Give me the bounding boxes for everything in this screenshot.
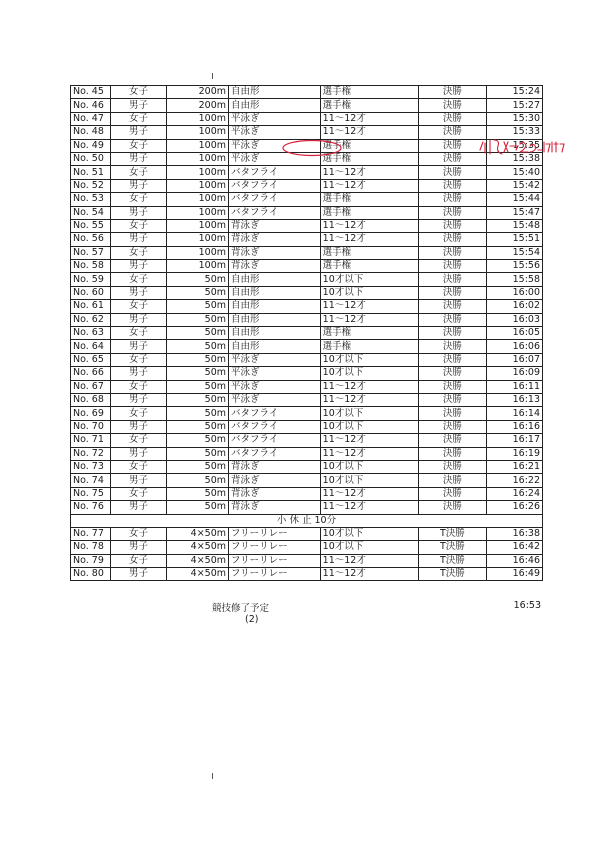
stroke-cell: 平泳ぎ: [229, 139, 321, 152]
distance-cell: 100m: [166, 233, 228, 246]
table-row: [71, 300, 543, 313]
category-cell: 選手権: [320, 260, 418, 273]
distance-cell: 50m: [166, 313, 228, 326]
category-cell: 選手権: [320, 86, 418, 99]
category-cell: 10才以下: [320, 353, 418, 366]
category-cell: 10才以下: [320, 474, 418, 487]
round-cell: 決勝: [418, 233, 486, 246]
category-cell: 11～12才: [320, 233, 418, 246]
break-label: 小 休 止 10分: [71, 514, 543, 527]
event-number-cell: No. 49: [71, 139, 111, 152]
stroke-cell: 自由形: [229, 86, 321, 99]
distance-cell: 50m: [166, 380, 228, 393]
distance-cell: 100m: [166, 246, 228, 259]
round-cell: 決勝: [418, 420, 486, 433]
stroke-cell: 背泳ぎ: [229, 246, 321, 259]
category-cell: 11～12才: [320, 179, 418, 192]
gender-cell: 女子: [111, 166, 167, 179]
round-cell: 決勝: [418, 166, 486, 179]
start-time-cell: 15:24: [487, 86, 543, 99]
gender-cell: 男子: [111, 340, 167, 353]
gender-cell: 男子: [111, 152, 167, 165]
start-time-cell: 16:00: [487, 286, 543, 299]
round-cell: 決勝: [418, 193, 486, 206]
event-number-cell: No. 80: [71, 568, 111, 581]
distance-cell: 100m: [166, 152, 228, 165]
gender-cell: 男子: [111, 179, 167, 192]
round-cell: 決勝: [418, 273, 486, 286]
table-row: [71, 568, 543, 581]
stroke-cell: 自由形: [229, 340, 321, 353]
round-cell: 決勝: [418, 447, 486, 460]
start-time-cell: 16:49: [487, 568, 543, 581]
event-number-cell: No. 57: [71, 246, 111, 259]
table-row: [71, 166, 543, 179]
round-cell: 決勝: [418, 152, 486, 165]
event-number-cell: No. 50: [71, 152, 111, 165]
gender-cell: 男子: [111, 126, 167, 139]
event-number-cell: No. 48: [71, 126, 111, 139]
stroke-cell: 背泳ぎ: [229, 260, 321, 273]
category-cell: 選手権: [320, 327, 418, 340]
round-cell: 決勝: [418, 393, 486, 406]
distance-cell: 100m: [166, 193, 228, 206]
table-row: [71, 447, 543, 460]
table-row: [71, 246, 543, 259]
event-number-cell: No. 70: [71, 420, 111, 433]
table-row: [71, 99, 543, 112]
gender-cell: 女子: [111, 380, 167, 393]
start-time-cell: 16:46: [487, 554, 543, 567]
category-cell: 選手権: [320, 340, 418, 353]
gender-cell: 男子: [111, 474, 167, 487]
start-time-cell: 16:16: [487, 420, 543, 433]
category-cell: 11～12才: [320, 487, 418, 500]
round-cell: 決勝: [418, 474, 486, 487]
stroke-cell: 平泳ぎ: [229, 126, 321, 139]
category-cell: 10才以下: [320, 286, 418, 299]
gender-cell: 男子: [111, 541, 167, 554]
start-time-cell: 16:22: [487, 474, 543, 487]
start-time-cell: 16:21: [487, 460, 543, 473]
event-number-cell: No. 62: [71, 313, 111, 326]
end-label: 競技修了予定: [212, 603, 270, 614]
round-cell: T決勝: [418, 554, 486, 567]
category-cell: 選手権: [320, 139, 418, 152]
category-cell: 11～12才: [320, 313, 418, 326]
start-time-cell: 16:26: [487, 501, 543, 514]
gender-cell: 女子: [111, 353, 167, 366]
gender-cell: 男子: [111, 393, 167, 406]
start-time-cell: 16:11: [487, 380, 543, 393]
table-row: [71, 487, 543, 500]
gender-cell: 女子: [111, 554, 167, 567]
category-cell: 10才以下: [320, 420, 418, 433]
table-row: [71, 541, 543, 554]
round-cell: 決勝: [418, 501, 486, 514]
start-time-cell: 15:40: [487, 166, 543, 179]
round-cell: T決勝: [418, 541, 486, 554]
gender-cell: 男子: [111, 233, 167, 246]
start-time-cell: 15:42: [487, 179, 543, 192]
start-time-cell: 16:24: [487, 487, 543, 500]
event-number-cell: No. 58: [71, 260, 111, 273]
stroke-cell: 自由形: [229, 273, 321, 286]
start-time-cell: 15:58: [487, 273, 543, 286]
stroke-cell: 背泳ぎ: [229, 460, 321, 473]
category-cell: 11～12才: [320, 568, 418, 581]
distance-cell: 100m: [166, 219, 228, 232]
table-row: [71, 126, 543, 139]
category-cell: 11～12才: [320, 300, 418, 313]
start-time-cell: 16:06: [487, 340, 543, 353]
distance-cell: 50m: [166, 353, 228, 366]
gender-cell: 女子: [111, 112, 167, 125]
category-cell: 10才以下: [320, 407, 418, 420]
round-cell: 決勝: [418, 246, 486, 259]
round-cell: 決勝: [418, 327, 486, 340]
table-row: [71, 420, 543, 433]
table-row: [71, 286, 543, 299]
category-cell: 10才以下: [320, 527, 418, 540]
page-number: (2): [245, 614, 259, 625]
gender-cell: 女子: [111, 273, 167, 286]
table-row: [71, 554, 543, 567]
event-number-cell: No. 46: [71, 99, 111, 112]
event-number-cell: No. 51: [71, 166, 111, 179]
start-time-cell: 15:30: [487, 112, 543, 125]
distance-cell: 50m: [166, 460, 228, 473]
start-time-cell: 16:42: [487, 541, 543, 554]
start-time-cell: 15:47: [487, 206, 543, 219]
round-cell: T決勝: [418, 527, 486, 540]
round-cell: 決勝: [418, 434, 486, 447]
stroke-cell: バタフライ: [229, 179, 321, 192]
table-row: [71, 327, 543, 340]
stroke-cell: 背泳ぎ: [229, 501, 321, 514]
event-number-cell: No. 55: [71, 219, 111, 232]
distance-cell: 50m: [166, 286, 228, 299]
category-cell: 11～12才: [320, 126, 418, 139]
distance-cell: 50m: [166, 474, 228, 487]
distance-cell: 50m: [166, 501, 228, 514]
category-cell: 11～12才: [320, 112, 418, 125]
stroke-cell: フリーリレー: [229, 527, 321, 540]
table-row: [71, 86, 543, 99]
event-number-cell: No. 66: [71, 367, 111, 380]
event-number-cell: No. 73: [71, 460, 111, 473]
round-cell: 決勝: [418, 99, 486, 112]
event-number-cell: No. 47: [71, 112, 111, 125]
gender-cell: 男子: [111, 501, 167, 514]
distance-cell: 50m: [166, 327, 228, 340]
gender-cell: 女子: [111, 487, 167, 500]
gender-cell: 男子: [111, 99, 167, 112]
event-number-cell: No. 56: [71, 233, 111, 246]
event-number-cell: No. 61: [71, 300, 111, 313]
category-cell: 選手権: [320, 193, 418, 206]
start-time-cell: 15:48: [487, 219, 543, 232]
stroke-cell: 平泳ぎ: [229, 367, 321, 380]
table-row: [71, 219, 543, 232]
start-time-cell: 15:33: [487, 126, 543, 139]
gender-cell: 男子: [111, 260, 167, 273]
start-time-cell: 16:05: [487, 327, 543, 340]
start-time-cell: 15:38: [487, 152, 543, 165]
gender-cell: 男子: [111, 206, 167, 219]
stroke-cell: 背泳ぎ: [229, 487, 321, 500]
gender-cell: 女子: [111, 300, 167, 313]
stroke-cell: バタフライ: [229, 434, 321, 447]
gender-cell: 女子: [111, 327, 167, 340]
schedule-table: [70, 85, 543, 581]
event-number-cell: No. 72: [71, 447, 111, 460]
stroke-cell: 平泳ぎ: [229, 353, 321, 366]
stroke-cell: フリーリレー: [229, 541, 321, 554]
schedule-sheet: [70, 85, 543, 581]
distance-cell: 50m: [166, 420, 228, 433]
scan-mark: [212, 73, 213, 79]
stroke-cell: 自由形: [229, 286, 321, 299]
table-row: [71, 367, 543, 380]
start-time-cell: 15:27: [487, 99, 543, 112]
category-cell: 10才以下: [320, 273, 418, 286]
gender-cell: 女子: [111, 139, 167, 152]
distance-cell: 50m: [166, 434, 228, 447]
round-cell: 決勝: [418, 126, 486, 139]
gender-cell: 男子: [111, 447, 167, 460]
stroke-cell: 背泳ぎ: [229, 474, 321, 487]
start-time-cell: 16:03: [487, 313, 543, 326]
gender-cell: 女子: [111, 246, 167, 259]
category-cell: 選手権: [320, 152, 418, 165]
event-number-cell: No. 79: [71, 554, 111, 567]
gender-cell: 男子: [111, 420, 167, 433]
round-cell: 決勝: [418, 139, 486, 152]
start-time-cell: 16:07: [487, 353, 543, 366]
table-row: [71, 313, 543, 326]
event-number-cell: No. 71: [71, 434, 111, 447]
table-row: [71, 380, 543, 393]
stroke-cell: 自由形: [229, 99, 321, 112]
event-number-cell: No. 67: [71, 380, 111, 393]
start-time-cell: 16:17: [487, 434, 543, 447]
round-cell: 決勝: [418, 460, 486, 473]
category-cell: 11～12才: [320, 434, 418, 447]
gender-cell: 男子: [111, 286, 167, 299]
event-number-cell: No. 77: [71, 527, 111, 540]
gender-cell: 男子: [111, 367, 167, 380]
round-cell: 決勝: [418, 300, 486, 313]
table-row: [71, 340, 543, 353]
start-time-cell: 16:02: [487, 300, 543, 313]
event-number-cell: No. 75: [71, 487, 111, 500]
distance-cell: 4×50m: [166, 527, 228, 540]
round-cell: 決勝: [418, 206, 486, 219]
stroke-cell: 自由形: [229, 327, 321, 340]
break-row: [71, 514, 543, 527]
round-cell: 決勝: [418, 340, 486, 353]
event-number-cell: No. 76: [71, 501, 111, 514]
table-row: [71, 474, 543, 487]
distance-cell: 4×50m: [166, 568, 228, 581]
table-row: [71, 112, 543, 125]
distance-cell: 200m: [166, 86, 228, 99]
handwritten-circle: [282, 139, 344, 157]
stroke-cell: バタフライ: [229, 407, 321, 420]
category-cell: 11～12才: [320, 554, 418, 567]
distance-cell: 100m: [166, 112, 228, 125]
distance-cell: 50m: [166, 300, 228, 313]
table-row: [71, 193, 543, 206]
stroke-cell: フリーリレー: [229, 554, 321, 567]
stroke-cell: 背泳ぎ: [229, 233, 321, 246]
round-cell: 決勝: [418, 179, 486, 192]
category-cell: 11～12才: [320, 447, 418, 460]
stroke-cell: バタフライ: [229, 420, 321, 433]
start-time-cell: 15:54: [487, 246, 543, 259]
start-time-cell: 16:14: [487, 407, 543, 420]
gender-cell: 女子: [111, 434, 167, 447]
distance-cell: 100m: [166, 166, 228, 179]
distance-cell: 50m: [166, 407, 228, 420]
category-cell: 11～12才: [320, 393, 418, 406]
category-cell: 選手権: [320, 99, 418, 112]
round-cell: 決勝: [418, 487, 486, 500]
stroke-cell: バタフライ: [229, 206, 321, 219]
distance-cell: 50m: [166, 340, 228, 353]
start-time-cell: 16:19: [487, 447, 543, 460]
event-number-cell: No. 78: [71, 541, 111, 554]
event-number-cell: No. 65: [71, 353, 111, 366]
start-time-cell: 16:09: [487, 367, 543, 380]
stroke-cell: 平泳ぎ: [229, 112, 321, 125]
category-cell: 10才以下: [320, 541, 418, 554]
distance-cell: 200m: [166, 99, 228, 112]
distance-cell: 50m: [166, 447, 228, 460]
event-number-cell: No. 74: [71, 474, 111, 487]
start-time-cell: 15:35: [487, 139, 543, 152]
gender-cell: 女子: [111, 527, 167, 540]
round-cell: 決勝: [418, 112, 486, 125]
round-cell: 決勝: [418, 380, 486, 393]
distance-cell: 50m: [166, 393, 228, 406]
start-time-cell: 15:44: [487, 193, 543, 206]
table-row: [71, 233, 543, 246]
distance-cell: 4×50m: [166, 554, 228, 567]
event-number-cell: No. 69: [71, 407, 111, 420]
gender-cell: 男子: [111, 568, 167, 581]
distance-cell: 50m: [166, 367, 228, 380]
round-cell: 決勝: [418, 407, 486, 420]
stroke-cell: 自由形: [229, 313, 321, 326]
table-row: [71, 434, 543, 447]
gender-cell: 女子: [111, 193, 167, 206]
handwritten-note: [478, 132, 568, 162]
distance-cell: 50m: [166, 487, 228, 500]
end-time: 16:53: [513, 600, 541, 611]
start-time-cell: 16:13: [487, 393, 543, 406]
gender-cell: 女子: [111, 460, 167, 473]
table-row: [71, 460, 543, 473]
distance-cell: 50m: [166, 273, 228, 286]
event-number-cell: No. 59: [71, 273, 111, 286]
table-row: [71, 527, 543, 540]
start-time-cell: 15:51: [487, 233, 543, 246]
table-row: [71, 206, 543, 219]
stroke-cell: バタフライ: [229, 447, 321, 460]
distance-cell: 4×50m: [166, 541, 228, 554]
stroke-cell: 平泳ぎ: [229, 152, 321, 165]
round-cell: T決勝: [418, 568, 486, 581]
event-number-cell: No. 54: [71, 206, 111, 219]
table-row: [71, 393, 543, 406]
category-cell: 11～12才: [320, 219, 418, 232]
round-cell: 決勝: [418, 286, 486, 299]
event-number-cell: No. 53: [71, 193, 111, 206]
round-cell: 決勝: [418, 367, 486, 380]
event-number-cell: No. 60: [71, 286, 111, 299]
stroke-cell: バタフライ: [229, 166, 321, 179]
distance-cell: 100m: [166, 139, 228, 152]
round-cell: 決勝: [418, 86, 486, 99]
event-number-cell: No. 52: [71, 179, 111, 192]
round-cell: 決勝: [418, 313, 486, 326]
category-cell: 11～12才: [320, 166, 418, 179]
event-number-cell: No. 63: [71, 327, 111, 340]
gender-cell: 女子: [111, 219, 167, 232]
start-time-cell: 16:38: [487, 527, 543, 540]
stroke-cell: バタフライ: [229, 193, 321, 206]
category-cell: 10才以下: [320, 367, 418, 380]
table-row: [71, 273, 543, 286]
gender-cell: 女子: [111, 407, 167, 420]
round-cell: 決勝: [418, 260, 486, 273]
distance-cell: 100m: [166, 126, 228, 139]
table-row: [71, 260, 543, 273]
table-row: [71, 501, 543, 514]
gender-cell: 女子: [111, 86, 167, 99]
round-cell: 決勝: [418, 353, 486, 366]
start-time-cell: 15:56: [487, 260, 543, 273]
event-number-cell: No. 64: [71, 340, 111, 353]
event-number-cell: No. 45: [71, 86, 111, 99]
stroke-cell: 平泳ぎ: [229, 380, 321, 393]
round-cell: 決勝: [418, 219, 486, 232]
category-cell: 選手権: [320, 246, 418, 259]
table-row: [71, 407, 543, 420]
category-cell: 10才以下: [320, 460, 418, 473]
stroke-cell: 背泳ぎ: [229, 219, 321, 232]
stroke-cell: 自由形: [229, 300, 321, 313]
category-cell: 11～12才: [320, 380, 418, 393]
category-cell: 11～12才: [320, 501, 418, 514]
distance-cell: 100m: [166, 206, 228, 219]
stroke-cell: 平泳ぎ: [229, 393, 321, 406]
table-row: [71, 353, 543, 366]
distance-cell: 100m: [166, 179, 228, 192]
event-number-cell: No. 68: [71, 393, 111, 406]
gender-cell: 男子: [111, 313, 167, 326]
category-cell: 選手権: [320, 206, 418, 219]
stroke-cell: フリーリレー: [229, 568, 321, 581]
scan-mark: [212, 773, 213, 779]
distance-cell: 100m: [166, 260, 228, 273]
table-row: [71, 179, 543, 192]
